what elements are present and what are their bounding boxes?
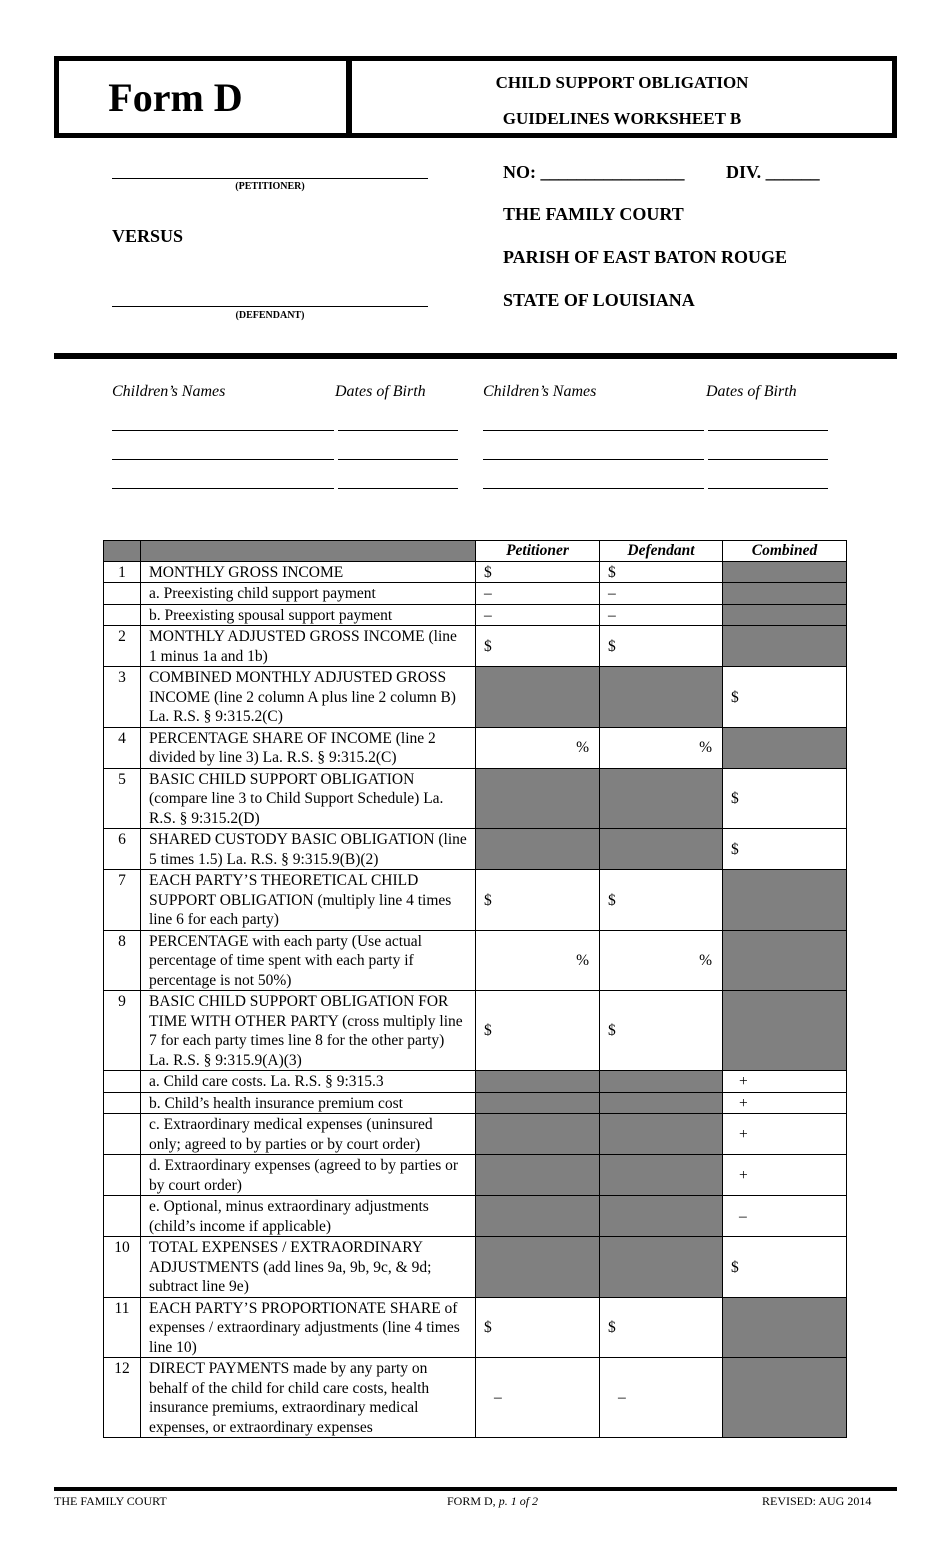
table-row <box>104 829 847 870</box>
petitioner-shaded-cell <box>476 1196 600 1237</box>
defendant-entry-cell[interactable]: – <box>600 1358 723 1438</box>
line-description: b. Child’s health insurance premium cost <box>141 1092 476 1114</box>
line-number: 1 <box>104 561 141 583</box>
footer-form-label: FORM D, <box>447 1494 496 1508</box>
division-field[interactable]: DIV. ______ <box>726 162 820 182</box>
combined-entry-cell[interactable]: $ <box>723 1237 847 1298</box>
versus-label: VERSUS <box>112 226 184 246</box>
child-name-line[interactable] <box>112 488 334 489</box>
defendant-entry-cell[interactable]: % <box>600 930 723 991</box>
case-number-field[interactable]: NO: ________________ <box>503 162 685 182</box>
defendant-shaded-cell <box>600 1155 723 1196</box>
table-row <box>104 561 847 583</box>
combined-entry-cell[interactable]: $ <box>723 829 847 870</box>
section-divider <box>54 353 897 359</box>
footer-page <box>447 1494 538 1509</box>
child-dob-line[interactable] <box>708 430 828 431</box>
defendant-shaded-cell <box>600 667 723 728</box>
combined-entry-cell[interactable]: + <box>723 1155 847 1196</box>
table-row <box>104 583 847 605</box>
combined-entry-cell[interactable]: – <box>723 1196 847 1237</box>
line-number: 4 <box>104 727 141 768</box>
petitioner-shaded-cell <box>476 1114 600 1155</box>
table-row <box>104 870 847 931</box>
footer-page-number: p. 1 of 2 <box>498 1494 539 1508</box>
line-description: PERCENTAGE with each party (Use actual percentage of time spent with each party if percentage is not 50%) <box>141 930 476 991</box>
child-dob-line[interactable] <box>708 459 828 460</box>
line-number: 9 <box>104 991 141 1071</box>
table-row <box>104 768 847 829</box>
child-name-line[interactable] <box>483 488 704 489</box>
table-row <box>104 1092 847 1114</box>
petitioner-shaded-cell <box>476 768 600 829</box>
defendant-entry-cell[interactable]: $ <box>600 870 723 931</box>
line-number: 10 <box>104 1237 141 1298</box>
combined-shaded-cell <box>723 991 847 1071</box>
table-row <box>104 1297 847 1358</box>
column-header-defendant: Defendant <box>600 541 723 562</box>
combined-shaded-cell <box>723 1358 847 1438</box>
defendant-shaded-cell <box>600 829 723 870</box>
table-row <box>104 1155 847 1196</box>
petitioner-entry-cell[interactable]: $ <box>476 991 600 1071</box>
child-name-line[interactable] <box>112 459 334 460</box>
defendant-shaded-cell <box>600 1114 723 1155</box>
child-name-line[interactable] <box>483 430 704 431</box>
line-description: e. Optional, minus extraordinary adjustments (child’s income if applicable) <box>141 1196 476 1237</box>
line-description: MONTHLY GROSS INCOME <box>141 561 476 583</box>
line-number: 2 <box>104 626 141 667</box>
defendant-entry-cell[interactable]: $ <box>600 561 723 583</box>
line-number: 3 <box>104 667 141 728</box>
petitioner-shaded-cell <box>476 1155 600 1196</box>
petitioner-shaded-cell <box>476 1092 600 1114</box>
defendant-entry-cell[interactable]: – <box>600 604 723 626</box>
dates-of-birth-label: Dates of Birth <box>706 383 797 400</box>
petitioner-entry-cell[interactable]: $ <box>476 561 600 583</box>
line-number: 7 <box>104 870 141 931</box>
table-header-row <box>104 541 847 562</box>
child-dob-line[interactable] <box>338 488 458 489</box>
table-row <box>104 626 847 667</box>
line-number <box>104 1092 141 1114</box>
line-description: d. Extraordinary expenses (agreed to by parties or by court order) <box>141 1155 476 1196</box>
defendant-entry-cell[interactable]: $ <box>600 991 723 1071</box>
footer-divider <box>54 1487 897 1491</box>
petitioner-entry-cell[interactable]: % <box>476 930 600 991</box>
line-description: EACH PARTY’S PROPORTIONATE SHARE of expenses / extraordinary adjustments (line 4 times line 10) <box>141 1297 476 1358</box>
petitioner-entry-cell[interactable]: $ <box>476 870 600 931</box>
line-number <box>104 1155 141 1196</box>
combined-shaded-cell <box>723 604 847 626</box>
line-number <box>104 1114 141 1155</box>
petitioner-entry-cell[interactable]: % <box>476 727 600 768</box>
line-number <box>104 1196 141 1237</box>
table-row <box>104 930 847 991</box>
combined-entry-cell[interactable]: + <box>723 1071 847 1093</box>
footer-revised: REVISED: AUG 2014 <box>762 1494 872 1508</box>
line-number: 12 <box>104 1358 141 1438</box>
parish-name: PARISH OF EAST BATON ROUGE <box>503 247 788 267</box>
line-number <box>104 1071 141 1093</box>
table-row <box>104 1114 847 1155</box>
line-description: MONTHLY ADJUSTED GROSS INCOME (line 1 minus 1a and 1b) <box>141 626 476 667</box>
dates-of-birth-label: Dates of Birth <box>335 383 426 400</box>
table-row <box>104 1196 847 1237</box>
form-title-line1: CHILD SUPPORT OBLIGATION <box>495 73 749 92</box>
defendant-shaded-cell <box>600 768 723 829</box>
line-description: BASIC CHILD SUPPORT OBLIGATION FOR TIME WITH OTHER PARTY (cross multiply line 7 for each party times line 8 for the other party) La. R.S. § 9:315.9(A)(3) <box>141 991 476 1071</box>
table-row <box>104 667 847 728</box>
defendant-entry-cell[interactable]: $ <box>600 626 723 667</box>
defendant-shaded-cell <box>600 1092 723 1114</box>
child-name-line[interactable] <box>112 430 334 431</box>
petitioner-shaded-cell <box>476 667 600 728</box>
petitioner-entry-cell[interactable]: $ <box>476 626 600 667</box>
table-row <box>104 604 847 626</box>
defendant-entry-cell[interactable]: % <box>600 727 723 768</box>
footer-court: THE FAMILY COURT <box>54 1494 167 1508</box>
line-number <box>104 583 141 605</box>
petitioner-caption: (PETITIONER) <box>235 181 305 192</box>
worksheet-table <box>103 540 847 1438</box>
defendant-caption: (DEFENDANT) <box>235 310 305 321</box>
line-number: 11 <box>104 1297 141 1358</box>
combined-shaded-cell <box>723 583 847 605</box>
header-cell-description <box>141 541 476 562</box>
combined-entry-cell[interactable]: + <box>723 1114 847 1155</box>
form-title-line2: GUIDELINES WORKSHEET B <box>502 109 742 128</box>
child-name-line[interactable] <box>483 459 704 460</box>
defendant-shaded-cell <box>600 1071 723 1093</box>
combined-shaded-cell <box>723 727 847 768</box>
line-description: COMBINED MONTHLY ADJUSTED GROSS INCOME (line 2 column A plus line 2 column B) La. R.S. § 9:315.2(C) <box>141 667 476 728</box>
header-cell-number <box>104 541 141 562</box>
line-number: 8 <box>104 930 141 991</box>
table-row <box>104 727 847 768</box>
line-description: PERCENTAGE SHARE OF INCOME (line 2 divided by line 3) La. R.S. § 9:315.2(C) <box>141 727 476 768</box>
combined-entry-cell[interactable]: + <box>723 1092 847 1114</box>
table-row <box>104 1358 847 1438</box>
petitioner-shaded-cell <box>476 1071 600 1093</box>
defendant-line[interactable] <box>112 306 428 307</box>
child-dob-line[interactable] <box>338 430 458 431</box>
line-description: SHARED CUSTODY BASIC OBLIGATION (line 5 times 1.5) La. R.S. § 9:315.9(B)(2) <box>141 829 476 870</box>
defendant-entry-cell[interactable]: – <box>600 583 723 605</box>
child-dob-line[interactable] <box>708 488 828 489</box>
state-name: STATE OF LOUISIANA <box>503 290 695 310</box>
table-row <box>104 1071 847 1093</box>
combined-entry-cell[interactable]: $ <box>723 768 847 829</box>
table-row <box>104 1237 847 1298</box>
line-number <box>104 604 141 626</box>
line-number: 5 <box>104 768 141 829</box>
line-description: c. Extraordinary medical expenses (uninsured only; agreed to by parties or by court order) <box>141 1114 476 1155</box>
form-header <box>54 56 897 138</box>
defendant-shaded-cell <box>600 1196 723 1237</box>
table-row <box>104 991 847 1071</box>
court-name: THE FAMILY COURT <box>503 204 684 224</box>
petitioner-entry-cell[interactable]: – <box>476 583 600 605</box>
column-header-petitioner: Petitioner <box>476 541 600 562</box>
children-names-label: Children’s Names <box>112 383 226 400</box>
line-description: TOTAL EXPENSES / EXTRAORDINARY ADJUSTMENTS (add lines 9a, 9b, 9c, & 9d; subtract line 9e) <box>141 1237 476 1298</box>
line-description: DIRECT PAYMENTS made by any party on behalf of the child for child care costs, health insurance premiums, extraordinary medical expenses, or extraordinary expenses <box>141 1358 476 1438</box>
combined-shaded-cell <box>723 1297 847 1358</box>
combined-shaded-cell <box>723 626 847 667</box>
petitioner-shaded-cell <box>476 1237 600 1298</box>
line-description: a. Child care costs. La. R.S. § 9:315.3 <box>141 1071 476 1093</box>
line-description: BASIC CHILD SUPPORT OBLIGATION (compare line 3 to Child Support Schedule) La. R.S. § 9:315.2(D) <box>141 768 476 829</box>
petitioner-entry-cell[interactable]: $ <box>476 1297 600 1358</box>
combined-shaded-cell <box>723 930 847 991</box>
children-names-label: Children’s Names <box>483 383 597 400</box>
petitioner-entry-cell[interactable]: – <box>476 1358 600 1438</box>
petitioner-line[interactable] <box>112 178 428 179</box>
combined-entry-cell[interactable]: $ <box>723 667 847 728</box>
line-description: EACH PARTY’S THEORETICAL CHILD SUPPORT OBLIGATION (multiply line 4 times line 6 for each party) <box>141 870 476 931</box>
petitioner-entry-cell[interactable]: – <box>476 604 600 626</box>
line-number: 6 <box>104 829 141 870</box>
petitioner-shaded-cell <box>476 829 600 870</box>
line-description: a. Preexisting child support payment <box>141 583 476 605</box>
column-header-combined: Combined <box>723 541 847 562</box>
defendant-entry-cell[interactable]: $ <box>600 1297 723 1358</box>
defendant-shaded-cell <box>600 1237 723 1298</box>
form-label: Form D <box>108 74 243 120</box>
combined-shaded-cell <box>723 870 847 931</box>
child-dob-line[interactable] <box>338 459 458 460</box>
line-description: b. Preexisting spousal support payment <box>141 604 476 626</box>
combined-shaded-cell <box>723 561 847 583</box>
